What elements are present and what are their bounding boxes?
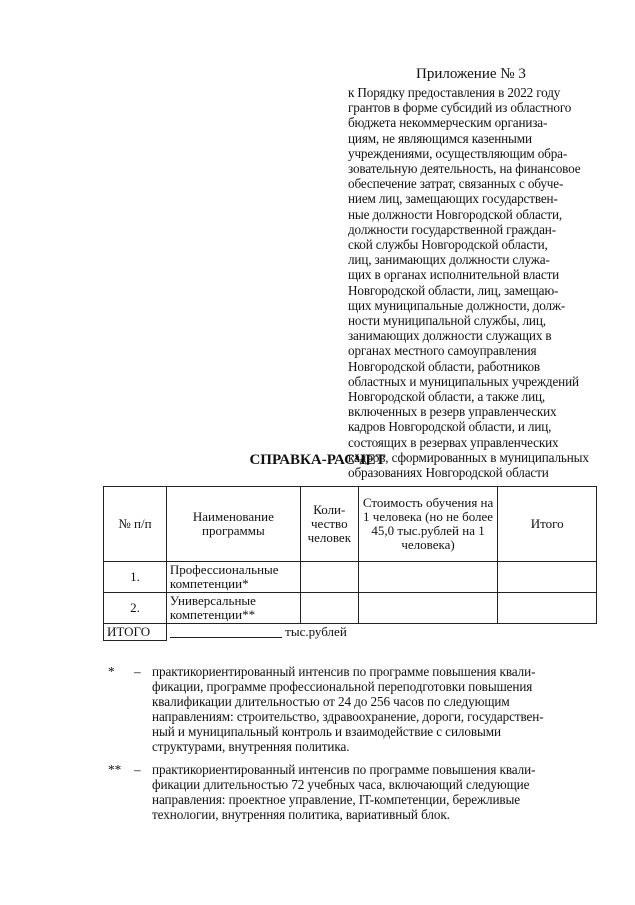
appendix-line: органах местного самоуправления	[348, 343, 537, 359]
appendix-line: грантов в форме субсидий из областного	[348, 100, 572, 116]
calculation-table	[103, 486, 597, 641]
appendix-line: лиц, занимающих должности служа-	[348, 252, 550, 268]
appendix-text	[348, 85, 592, 480]
row-program-name: Профессиональные компетенции*	[166, 562, 300, 593]
appendix-line: Новгородской области, работников	[348, 358, 540, 374]
appendix-line: Новгородской области, а также лиц,	[348, 389, 546, 405]
footnote-line: технологии, внутренняя политика, вариативный блок.	[152, 807, 450, 822]
row-quantity-cell	[300, 593, 358, 624]
header-program-name: Наименование программы	[166, 487, 300, 562]
appendix-line: областных и муниципальных учреждений	[348, 373, 579, 389]
row-program-name: Универсальные компетенции**	[166, 593, 300, 624]
footnote	[108, 762, 598, 822]
appendix-line: занимающих должности служащих в	[348, 328, 552, 344]
header-cost-per-person: Стоимость обучения на 1 человека (но не более 45,0 тыс.рублей на 1 человека)	[358, 487, 498, 562]
header-number: № п/п	[104, 487, 167, 562]
row-quantity-cell	[300, 562, 358, 593]
footnote-line: практикориентированный интенсив по программе повышения квали-	[152, 664, 536, 679]
appendix-line: ности муниципальной службы, лиц,	[348, 313, 546, 329]
footnote-mark: **	[108, 762, 122, 777]
appendix-line: зовательную деятельность, на финансовое	[348, 161, 581, 177]
header-quantity: Коли-чество человек	[300, 487, 358, 562]
footnote-line: фикации длительностью 72 учебных часа, включающий следующие	[152, 777, 530, 792]
appendix-line: циям, не являющимся казенными	[348, 130, 532, 146]
total-label: ИТОГО	[104, 624, 167, 641]
table-row	[104, 593, 597, 624]
table-header-row	[104, 487, 597, 562]
appendix-line: включенных в резерв управленческих	[348, 404, 557, 420]
appendix-line: обеспечение затрат, связанных с обуче-	[348, 176, 564, 192]
footnote	[108, 664, 598, 754]
appendix-title: Приложение № 3	[416, 66, 526, 82]
appendix-line: должности государственной граждан-	[348, 221, 556, 237]
appendix-line: кадров Новгородской области, и лиц,	[348, 419, 552, 435]
document-title: СПРАВКА-РАСЧЕТ	[249, 452, 386, 468]
appendix-line: бюджета некоммерческим организа-	[348, 115, 548, 131]
total-value-cell	[166, 624, 596, 641]
footnote-line: ный и муниципальный контроль и взаимодействие с силовыми	[152, 724, 501, 739]
appendix-line: к Порядку предоставления в 2022 году	[348, 85, 561, 100]
row-number: 2.	[104, 593, 167, 624]
footnote-line: структурами, внутренняя политика.	[152, 739, 350, 754]
table-total-row	[104, 624, 597, 641]
row-total-cell	[498, 562, 597, 593]
appendix-line: щих в органах исполнительной власти	[348, 267, 560, 283]
appendix-line: ные должности Новгородской области,	[348, 206, 563, 222]
appendix-line: Новгородской области, лиц, замещаю-	[348, 282, 559, 298]
appendix-line: состоящих в резервах управленческих	[348, 434, 559, 450]
footnote-line: направления: проектное управление, IT-компетенции, бережливые	[152, 792, 521, 807]
row-cost-cell	[358, 562, 498, 593]
total-unit: тыс.рублей	[285, 624, 347, 640]
footnote-mark: *	[108, 664, 115, 679]
appendix-line: ской службы Новгородской области,	[348, 237, 548, 253]
appendix-line: учреждениями, осуществляющим обра-	[348, 145, 568, 161]
footnotes	[108, 664, 598, 830]
row-total-cell	[498, 593, 597, 624]
footnote-text	[152, 762, 598, 822]
total-blank-line	[170, 625, 282, 638]
appendix-line: щих муниципальные должности, долж-	[348, 297, 566, 313]
footnote-dash: –	[134, 664, 141, 679]
appendix-line: нием лиц, замещающих государствен-	[348, 191, 558, 207]
footnote-line: практикориентированный интенсив по программе повышения квали-	[152, 762, 536, 777]
footnote-line: направлениям: строительство, здравоохранение, дороги, государствен-	[152, 709, 544, 724]
row-number: 1.	[104, 562, 167, 593]
table-row	[104, 562, 597, 593]
footnote-text	[152, 664, 598, 754]
footnote-dash: –	[134, 762, 141, 777]
footnote-line: фикации, программе профессиональной переподготовки повышения	[152, 679, 533, 694]
footnote-line: квалификации длительностью от 24 до 256 часов по следующим	[152, 694, 510, 709]
row-cost-cell	[358, 593, 498, 624]
header-total: Итого	[498, 487, 597, 562]
appendix-line: образованиях Новгородской области	[348, 465, 549, 481]
appendix-line: кадров, сформированных в муниципальных	[348, 449, 589, 465]
